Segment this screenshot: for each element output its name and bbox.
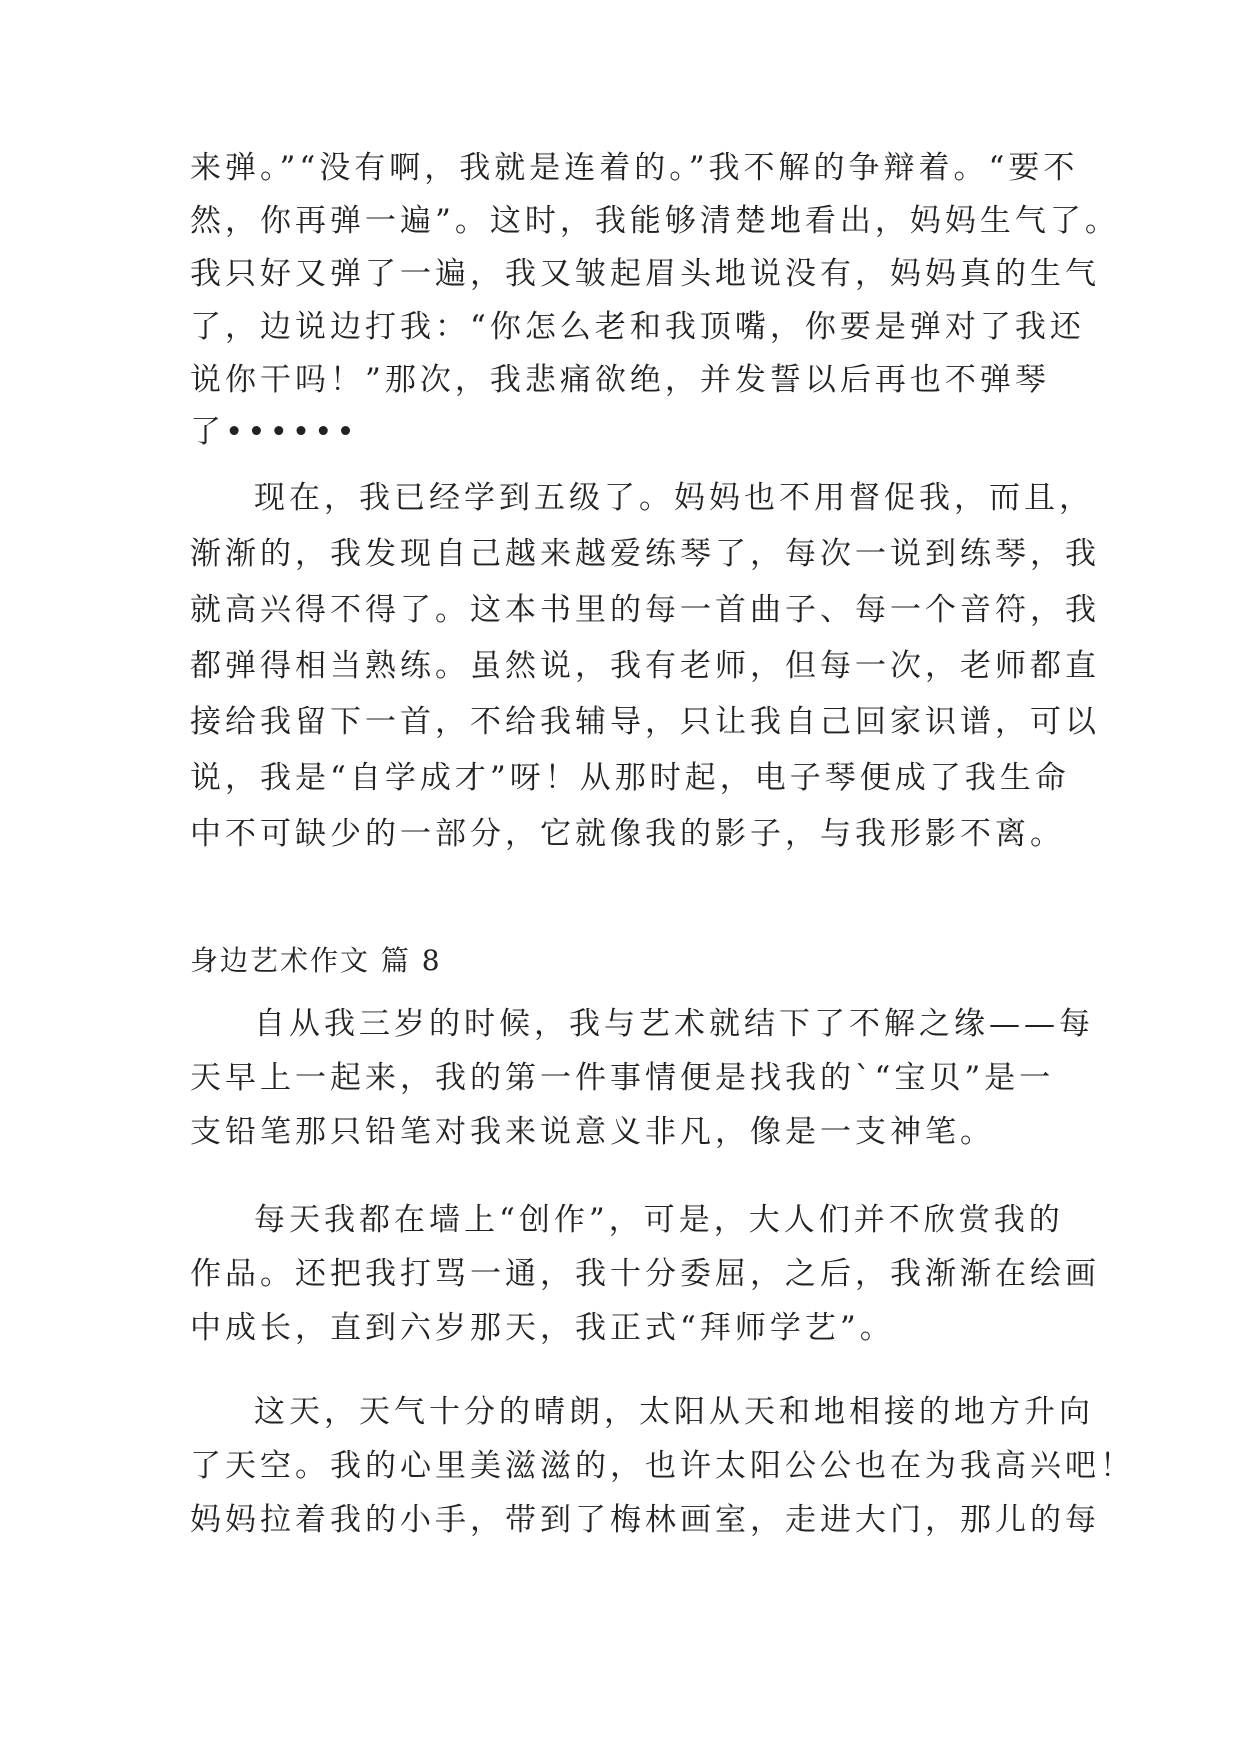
text-line: 接给我留下一首，不给我辅导，只让我自己回家识谱，可以 — [190, 704, 1100, 740]
text-line: 现在，我已经学到五级了。妈妈也不用督促我，而且， — [254, 480, 1094, 516]
text-line: 说，我是“自学成才”呀！从那时起，电子琴便成了我生命 — [190, 760, 1070, 796]
text-line: 了•••••• — [190, 414, 359, 450]
text-line: 来弹。”“没有啊，我就是连着的。”我不解的争辩着。“要不 — [190, 150, 1079, 186]
text-line: 说你干吗！”那次，我悲痛欲绝，并发誓以后再也不弹琴 — [190, 362, 1050, 398]
text-line: 每天我都在墙上“创作”，可是，大人们并不欣赏我的 — [254, 1202, 1064, 1238]
text-line: 了，边说边打我：“你怎么老和我顶嘴，你要是弹对了我还 — [190, 309, 1085, 345]
section-title: 身边艺术作文 篇 8 — [190, 944, 442, 977]
text-line: 自从我三岁的时候，我与艺术就结下了不解之缘——每 — [254, 1006, 1094, 1042]
text-line: 都弹得相当熟练。虽然说，我有老师，但每一次，老师都直 — [190, 648, 1100, 684]
text-line: 我只好又弹了一遍，我又皱起眉头地说没有，妈妈真的生气 — [190, 256, 1100, 292]
text-line: 了天空。我的心里美滋滋的，也许太阳公公也在为我高兴吧！ — [190, 1448, 1135, 1484]
text-line: 中不可缺少的一部分，它就像我的影子，与我形影不离。 — [190, 816, 1065, 852]
text-line: 渐渐的，我发现自己越来越爱练琴了，每次一说到练琴，我 — [190, 536, 1100, 572]
text-line: 支铅笔那只铅笔对我来说意义非凡，像是一支神笔。 — [190, 1114, 995, 1150]
text-line: 妈妈拉着我的小手，带到了梅林画室，走进大门，那儿的每 — [190, 1502, 1100, 1538]
text-line: 天早上一起来，我的第一件事情便是找我的`“宝贝”是一 — [190, 1060, 1055, 1096]
text-line: 就高兴得不得了。这本书里的每一首曲子、每一个音符，我 — [190, 592, 1100, 628]
text-line: 然，你再弹一遍”。这时，我能够清楚地看出，妈妈生气了。 — [190, 203, 1120, 239]
text-line: 中成长，直到六岁那天，我正式“拜师学艺”。 — [190, 1310, 895, 1346]
text-line: 作品。还把我打骂一通，我十分委屈，之后，我渐渐在绘画 — [190, 1256, 1100, 1292]
text-line: 这天，天气十分的晴朗，太阳从天和地相接的地方升向 — [254, 1394, 1094, 1430]
